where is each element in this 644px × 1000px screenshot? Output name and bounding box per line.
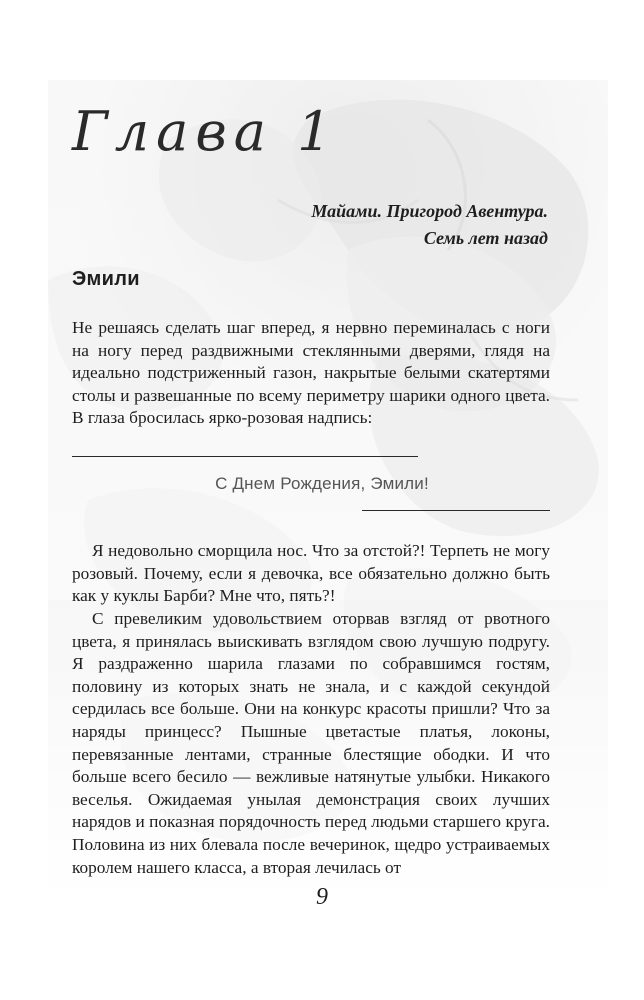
pov-heading: Эмили: [72, 268, 140, 290]
page-number: 9: [316, 884, 328, 910]
chapter-title: Глава 1: [72, 100, 339, 163]
location-line-2: Семь лет назад: [423, 228, 548, 248]
location-line-1: Майами. Пригород Авентура.: [311, 201, 548, 221]
paragraph-2: Я недовольно сморщила нос. Что за отстой?! Терпеть не могу розовый. Почему, если я девочка, все обязательно должно быть как у куклы Барби? Мне что, пять?!: [72, 541, 550, 606]
banner-rule-top: [72, 456, 418, 457]
birthday-banner-text: С Днем Рождения, Эмили!: [215, 474, 429, 493]
paragraph-3: С превеликим удовольствием оторвав взгляд от рвотного цвета, я принялась выискивать взглядом свою лучшую подругу. Я раздраженно шарила глазами по собравшимся гостям, половину из которых знать не знала, и с каждой секундой сердилась все больше. Они на конкурс красоты пришли? Что за наряды принцесс? Пышные цветастые платья, локоны, перевязанные лентами, странные блестящие ободки. И что больше всего бесило — вежливые натянутые улыбки. Никакого веселья. Ожидаемая унылая демонстрация своих лучших нарядов и показная порядочность перед людьми старшего круга. Половина из них блевала после вечеринок, щедро устраиваемых королем нашего класса, а вторая лечилась от: [72, 609, 550, 877]
location-heading: [311, 198, 548, 252]
paragraph-1: Не решаясь сделать шаг вперед, я нервно переминалась с ноги на ногу перед раздвижными стеклянными дверями, глядя на идеально подстриженный газон, накрытые белыми скатертями столы и развешанные по всему периметру шарики одного цвета. В глаза бросилась ярко-розовая надпись:: [72, 318, 550, 428]
banner-rule-bottom: [362, 510, 550, 511]
